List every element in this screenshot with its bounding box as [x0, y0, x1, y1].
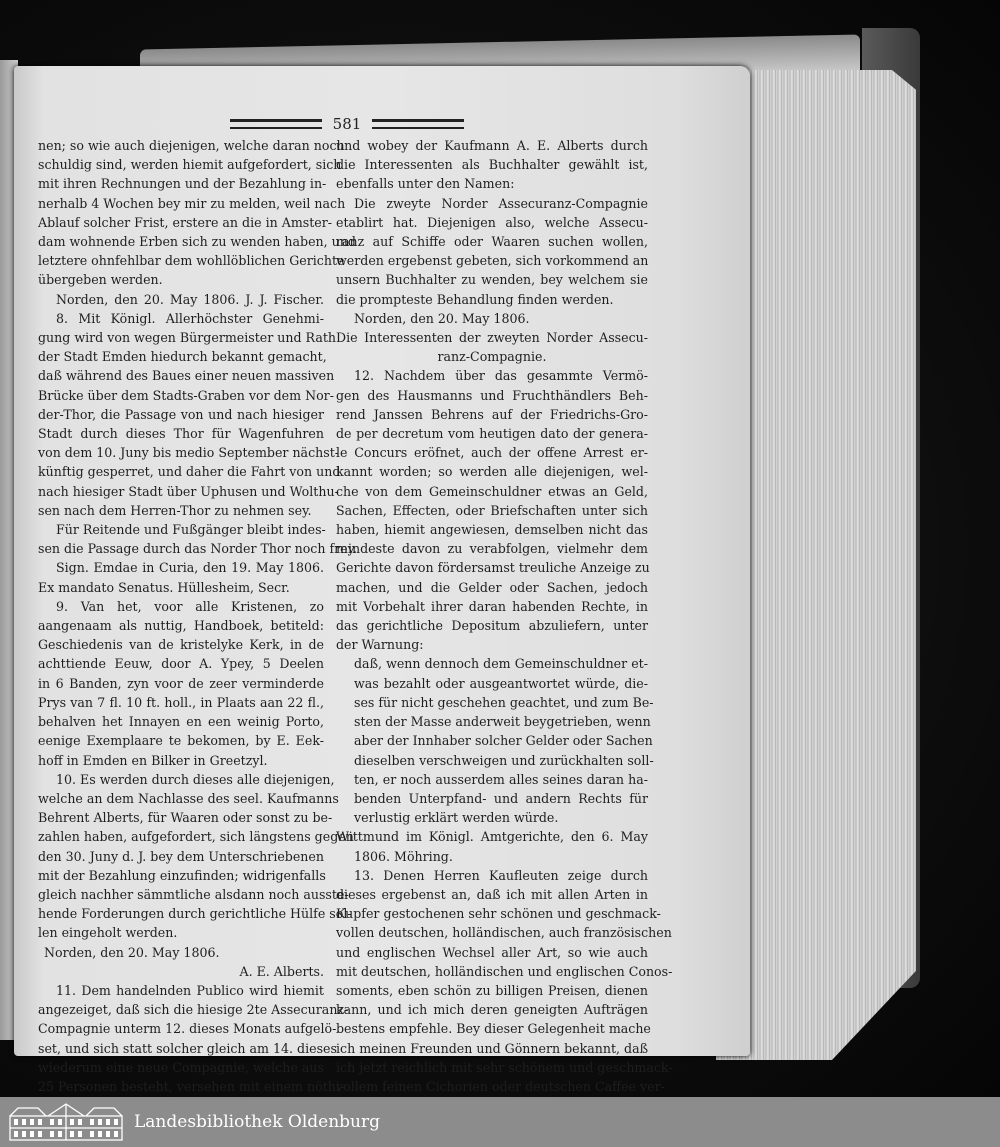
text-line: Wittmund im Königl. Amtgerichte, den 6. May	[336, 829, 648, 845]
text-line: der Warnung:	[336, 637, 424, 653]
text-line: letztere ohnfehlbar dem wohllöblichen Gerichte	[38, 253, 345, 269]
text-line: von dem 10. Juny bis medio September nächst-	[38, 445, 340, 461]
text-line: ses für nicht geschehen geachtet, und zum Be-	[354, 694, 654, 710]
text-line: sen nach dem Herren-Thor zu nehmen sey.	[38, 502, 312, 518]
text-line: Kupfer gestochenen sehr schönen und geschmack-	[336, 906, 661, 922]
text-line: len eingeholt werden.	[38, 925, 178, 941]
text-line: ranz auf Schiffe oder Waaren suchen wollen,	[336, 234, 648, 250]
text-line: Gerichte davon fördersamst treuliche Anzeige zu	[336, 560, 650, 576]
text-line: nach hiesiger Stadt über Uphusen und Wolthu-	[38, 483, 339, 499]
text-line: bestens empfehle. Bey dieser Gelegenheit mache	[336, 1021, 651, 1037]
text-line: A. E. Alberts.	[239, 963, 324, 979]
text-line: de per decretum vom heutigen dato der genera-	[336, 426, 648, 442]
text-line: Die Interessenten der zweyten Norder Assecu-	[336, 330, 648, 346]
text-line: 9. Van het, voor alle Kristenen, zo	[56, 598, 324, 614]
text-line: le Concurs eröfnet, auch der offene Arrest er-	[336, 445, 648, 461]
text-line: 1806. Möhring.	[354, 848, 453, 864]
text-line: 25 Personen besteht, versehen mit einem nöthi-	[38, 1078, 345, 1094]
text-line: rend Janssen Behrens auf der Friedrichs-Gro-	[336, 406, 648, 422]
text-line: der-Thor, die Passage von und nach hiesiger	[38, 406, 324, 422]
text-line: was bezahlt oder ausgeantwortet würde, die-	[354, 675, 648, 691]
text-line: mit deutschen, holländischen und englischen Conos-	[336, 963, 673, 979]
text-line: behalven het Innayen en een weinig Porto,	[38, 714, 324, 730]
page-header	[230, 114, 464, 134]
text-line: gen des Hausmanns und Fruchthändlers Beh-	[336, 387, 648, 403]
header-rule-right	[372, 119, 464, 129]
text-line: dam wohnende Erben sich zu wenden haben, und	[38, 234, 356, 250]
text-line: die Interessenten als Buchhalter gewählt ist,	[336, 157, 648, 173]
text-line: 10. Es werden durch dieses alle diejenigen,	[56, 771, 335, 787]
text-line: set, und sich statt solcher gleich am 14. dieses	[38, 1040, 337, 1056]
text-line: der Stadt Emden hiedurch bekannt gemacht,	[38, 349, 327, 365]
text-line: Brücke über dem Stadts-Graben vor dem Nor-	[38, 387, 334, 403]
text-line: Geschiedenis van de kristelyke Kerk, in de	[38, 637, 324, 653]
text-line: ich jetzt reichlich mit sehr schönem und geschmack-	[336, 1059, 673, 1075]
right-text-column	[336, 136, 673, 1135]
text-line: 8. Mit Königl. Allerhöchster Genehmi-	[56, 310, 324, 326]
text-line: haben, hiemit angewiesen, demselben nicht das	[336, 522, 648, 538]
footer-bar	[0, 1097, 1000, 1147]
text-line: ebenfalls unter den Namen:	[336, 176, 515, 192]
text-line: achttiende Eeuw, door A. Ypey, 5 Deelen	[38, 656, 324, 672]
text-line: nen; so wie auch diejenigen, welche daran noch	[38, 138, 345, 153]
text-line: Die zweyte Norder Assecuranz-Compagnie	[354, 195, 648, 211]
library-building-logo	[8, 1102, 124, 1142]
text-line: nerhalb 4 Wochen bey mir zu melden, weil nach	[38, 195, 346, 211]
text-line: den 30. Juny d. J. bey dem Unterschriebenen	[38, 848, 324, 864]
text-line: Ablauf solcher Frist, erstere an die in Amster-	[38, 214, 333, 230]
text-line: Stadt durch dieses Thor für Wagenfuhren	[38, 426, 324, 442]
text-line: übergeben werden.	[38, 272, 163, 288]
text-line: schuldig sind, werden hiemit aufgefordert, sich	[38, 157, 342, 173]
left-text-column	[38, 136, 358, 1115]
text-line: soments, eben schön zu billigen Preisen, dienen	[336, 982, 648, 998]
text-line: Norden, den 20. May 1806.	[44, 944, 220, 960]
text-line: Behrent Alberts, für Waaren oder sonst zu be-	[38, 810, 333, 826]
text-line: ich meinen Freunden und Gönnern bekannt, daß	[336, 1040, 649, 1056]
text-line: zahlen haben, aufgefordert, sich längstens gegen	[38, 829, 354, 845]
text-line: angezeiget, daß sich die hiesige 2te Assecuranz-	[38, 1002, 349, 1018]
text-line: dieses ergebenst an, daß ich mit allen Arten in	[336, 886, 648, 902]
text-line: etablirt hat. Diejenigen also, welche Assecu-	[336, 214, 648, 230]
text-line: che von dem Gemeinschuldner etwas an Geld,	[336, 483, 648, 499]
text-line: Für Reitende und Fußgänger bleibt indes-	[56, 522, 326, 538]
text-line: vollen deutschen, holländischen, auch französischen	[336, 925, 672, 941]
text-line: sten der Masse anderweit beygetrieben, wenn	[354, 714, 651, 730]
text-line: Prys van 7 fl. 10 ft. holl., in Plaats aan 22 fl.,	[38, 694, 324, 710]
text-line: in 6 Banden, zyn voor de zeer verminderde	[38, 675, 324, 691]
text-line: Ex mandato Senatus. Hüllesheim, Secr.	[38, 579, 290, 595]
text-line: Sachen, Effecten, oder Briefschaften unter sich	[336, 502, 648, 518]
text-line: ranz-Compagnie.	[437, 349, 547, 365]
text-line: machen, und die Gelder oder Sachen, jedoch	[336, 579, 648, 595]
text-line: sen die Passage durch das Norder Thor noch frey.	[38, 541, 358, 557]
text-line: mit Vorbehalt ihrer daran habenden Rechte, in	[336, 598, 648, 614]
text-line: Norden, den 20. May 1806.	[354, 310, 530, 326]
text-line: eenige Exemplaare te bekomen, by E. Eek-	[38, 733, 324, 749]
page-number: 581	[332, 115, 362, 133]
text-line: hende Forderungen durch gerichtliche Hülfe sol-	[38, 906, 352, 922]
text-line: vollem feinen Cichorien oder deutschen Caffee ver-	[336, 1078, 665, 1094]
text-line: Norden, den 20. May 1806. J. J. Fischer.	[56, 291, 324, 307]
text-line: mindeste davon zu verabfolgen, vielmehr dem	[336, 541, 648, 557]
header-rule-left	[230, 119, 322, 129]
text-line: 12. Nachdem über das gesammte Vermö-	[354, 368, 648, 384]
text-line: daß, wenn dennoch dem Gemeinschuldner et-	[354, 656, 648, 672]
text-line: das gerichtliche Depositum abzuliefern, unter	[336, 618, 648, 634]
text-line: gung wird von wegen Bürgermeister und Rath	[38, 330, 336, 346]
text-line: unsern Buchhalter zu wenden, bey welchem sie	[336, 272, 648, 288]
text-line: die prompteste Behandlung finden werden.	[336, 291, 614, 307]
text-line: benden Unterpfand- und andern Rechts für	[354, 790, 648, 806]
text-line: 11. Dem handelnden Publico wird hiemit	[56, 982, 324, 998]
text-line: kannt worden; so werden alle diejenigen, wel-	[336, 464, 648, 480]
library-name: Landesbibliothek Oldenburg	[134, 1112, 381, 1132]
text-line: daß während des Baues einer neuen massiven	[38, 368, 335, 384]
text-line: dieselben verschweigen und zurückhalten soll-	[354, 752, 654, 768]
text-line: gleich nachher sämmtliche alsdann noch ausste-	[38, 886, 349, 902]
text-line: und wobey der Kaufmann A. E. Alberts durch	[336, 138, 648, 153]
text-line: und englischen Wechsel aller Art, so wie auch	[336, 944, 648, 960]
text-line: wiederum eine neue Compagnie, welche aus	[38, 1059, 324, 1075]
text-line: welche an dem Nachlasse des seel. Kaufmanns	[38, 790, 339, 806]
text-line: werden ergebenst gebeten, sich vorkommend an	[336, 253, 649, 269]
text-line: 13. Denen Herren Kaufleuten zeige durch	[354, 867, 648, 883]
text-line: mit ihren Rechnungen und der Bezahlung in-	[38, 176, 327, 192]
text-line: hoff in Emden en Bilker in Greetzyl.	[38, 752, 268, 768]
text-line: kann, und ich mich deren geneigten Aufträgen	[336, 1002, 648, 1018]
text-line: aber der Innhaber solcher Gelder oder Sachen	[354, 733, 653, 749]
text-line: aangenaam als nuttig, Handboek, betiteld:	[38, 618, 324, 634]
text-line: verlustig erklärt werden würde.	[354, 810, 559, 826]
text-line: ten, er noch ausserdem alles seines daran ha-	[354, 771, 648, 787]
text-line: Sign. Emdae in Curia, den 19. May 1806.	[56, 560, 324, 576]
text-line: künftig gesperret, und daher die Fahrt von und	[38, 464, 341, 480]
text-line: Compagnie unterm 12. dieses Monats aufgelö-	[38, 1021, 337, 1037]
text-line: mit der Bezahlung einzufinden; widrigenfalls	[38, 867, 326, 883]
